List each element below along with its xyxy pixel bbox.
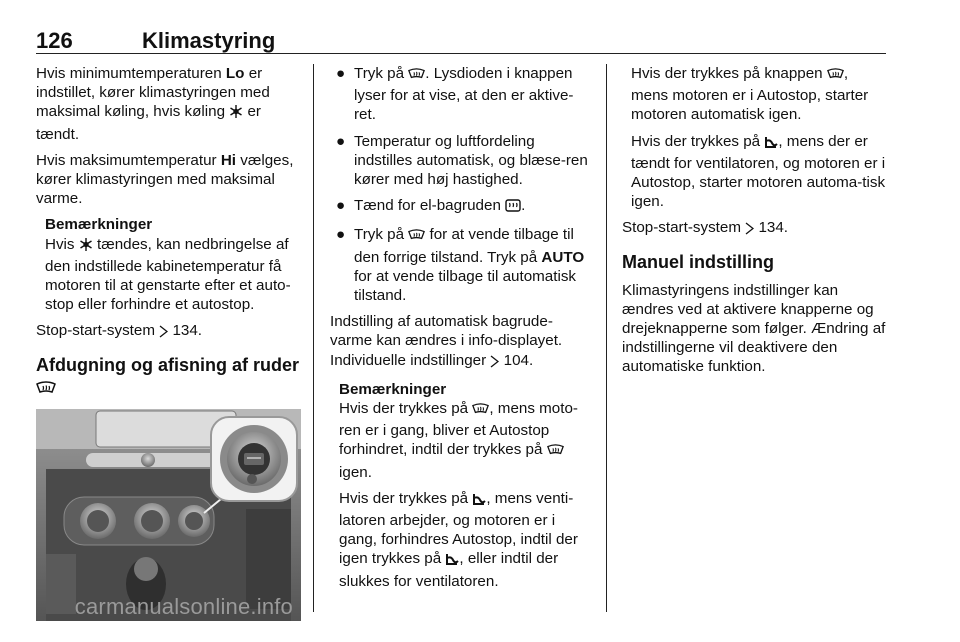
text: 104.	[499, 351, 534, 369]
text: 134.	[168, 322, 202, 340]
text: Hvis	[45, 235, 79, 253]
text: , mens venti-latoren arbejder, og motoren er i gang, forhindres Autostop, indtil der igen trykkes på	[339, 489, 578, 568]
windscreen-defrost-icon	[827, 67, 844, 86]
snowflake-icon	[79, 237, 93, 257]
text: Tryk på	[354, 226, 409, 244]
text: , eller indtil der slukkes for ventilatoren.	[339, 550, 559, 590]
column-3	[622, 64, 888, 384]
list-item	[330, 225, 595, 305]
defrost-steps-list	[330, 64, 595, 305]
list-item	[330, 64, 595, 125]
rear-window-heating-icon	[505, 199, 521, 218]
note-heading: Bemærkninger	[339, 380, 447, 398]
text: , mens der er tændt for ventilatoren, og motoren er i Autostop, starter motoren automa-tisk igen.	[631, 132, 886, 211]
text: Hvis der trykkes på	[339, 489, 473, 507]
hi-label: Hi	[220, 151, 237, 169]
text: Indstilling af automatisk bagrude-varme kan ændres i info-displayet. Individuelle indstillinger	[330, 313, 563, 369]
bullet: ●	[336, 226, 346, 244]
page-reference	[36, 321, 301, 343]
bullet: ●	[336, 197, 346, 215]
page-title: Klimastyring	[142, 28, 276, 53]
text: Stop-start-system	[36, 322, 160, 340]
text: . Lysdioden i knappen lyser for at vise, at den er aktive-ret.	[354, 65, 574, 124]
page-header	[36, 28, 886, 54]
text: igen.	[339, 463, 372, 481]
text: 134.	[754, 219, 788, 237]
text: Hvis minimumtemperaturen	[36, 65, 226, 82]
paragraph-manual: Klimastyringens indstillinger kan ændres ved at aktivere knapperne og drejeknapperne som følger. Ændring af indstillingerne vil deaktivere den automatiske funktion.	[622, 281, 886, 376]
fan-icon	[472, 492, 486, 511]
text: Tryk på	[354, 65, 409, 82]
list-item	[330, 132, 595, 190]
text: , mens motoren er i Autostop, starter motoren automatisk igen.	[631, 65, 869, 124]
snowflake-icon	[229, 104, 243, 124]
paragraph-lo	[36, 64, 301, 144]
fan-icon	[764, 135, 778, 154]
watermark: carmanualsonline.info	[74, 594, 293, 620]
text: .	[521, 197, 526, 215]
text: for at vende tilbage til den forrige tilstand. Tryk på	[354, 226, 574, 266]
text: Hvis der trykkes på	[339, 400, 473, 418]
text: tændes, kan nedbringelse af den indstillede kabinetemperatur få motoren til at genstarte efter et auto-stop eller forhindre et autostop.	[45, 235, 291, 314]
text: vælges, kører klimastyringen med maksimal varme.	[36, 151, 294, 208]
column-divider	[606, 64, 607, 612]
climate-control-photo	[36, 409, 301, 621]
windscreen-defrost-icon	[408, 228, 425, 247]
windscreen-defrost-icon	[547, 443, 564, 462]
note-box	[36, 215, 301, 314]
column-2	[330, 64, 595, 598]
page-reference	[622, 218, 888, 240]
section-heading-manual: Manuel indstilling	[622, 251, 774, 272]
text: Hvis maksimumtemperatur	[36, 151, 221, 169]
note-text	[339, 399, 595, 482]
bullet: ●	[336, 132, 346, 150]
page-reference-arrow-icon	[159, 324, 168, 343]
windscreen-defrost-icon	[408, 67, 425, 86]
note-text	[45, 235, 301, 315]
column-divider	[313, 64, 314, 612]
paragraph-rear-window-settings	[330, 312, 595, 373]
text: er indstillet, kører klimastyringen med maksimal køling, hvis køling	[36, 65, 270, 121]
bullet: ●	[336, 65, 346, 82]
section-heading-defrost	[36, 354, 301, 401]
paragraph-hi	[36, 151, 301, 209]
fan-icon	[445, 552, 459, 571]
text: Hvis der trykkes på knappen	[631, 65, 827, 82]
text: Afdugning og afisning af ruder	[36, 354, 299, 375]
text: Tænd for el-bagruden	[354, 197, 506, 215]
text: er tændt.	[36, 103, 261, 143]
windscreen-defrost-icon	[472, 402, 489, 421]
text: Temperatur og luftfordeling indstilles automatisk, og blæse-ren kører med høj hastighed.	[354, 132, 588, 189]
lo-label: Lo	[225, 65, 245, 82]
text: , mens moto-ren er i gang, bliver et Autostop forhindret, indtil der trykkes på	[339, 400, 578, 459]
note-text	[339, 489, 595, 591]
note-text	[631, 132, 888, 212]
auto-label: AUTO	[541, 248, 585, 266]
text: for at vende tilbage til automatisk tilstand.	[354, 267, 577, 305]
windscreen-defrost-icon	[36, 379, 56, 401]
note-text	[631, 64, 888, 125]
text: Stop-start-system	[622, 219, 746, 237]
page-number: 126	[36, 28, 73, 53]
page-reference-arrow-icon	[745, 221, 754, 240]
list-item	[330, 196, 595, 218]
note-heading: Bemærkninger	[45, 216, 153, 234]
note-continuation	[622, 64, 888, 211]
column-1	[36, 64, 301, 621]
note-box	[330, 380, 595, 591]
text: Hvis der trykkes på	[631, 132, 765, 150]
